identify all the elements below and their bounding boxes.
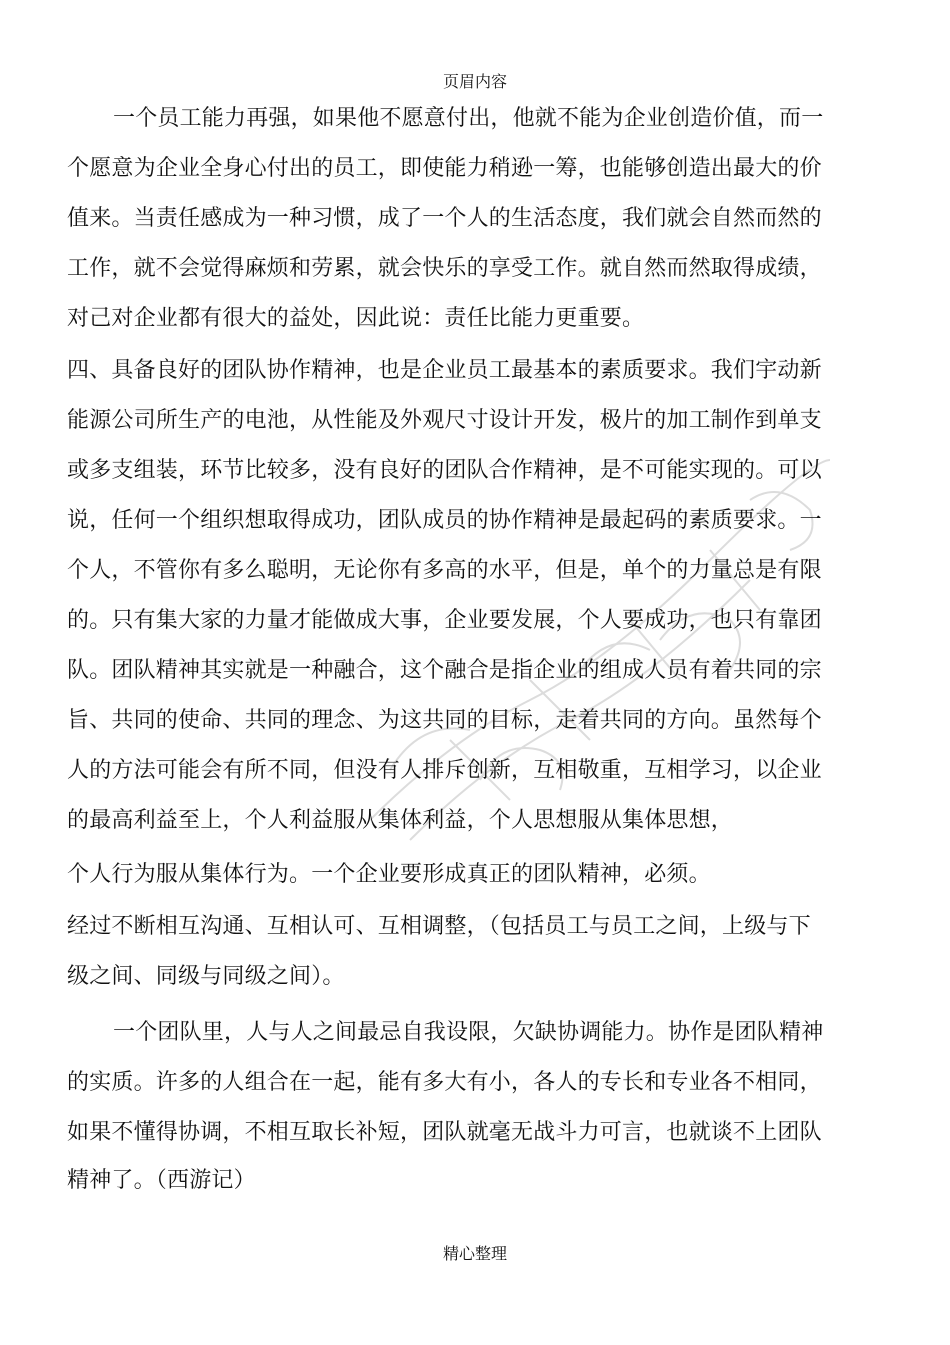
body-line-15: 的最高利益至上，个人利益服从集体利益，个人思想服从集体思想， <box>67 808 734 833</box>
body-line-13: 旨、共同的使命、共同的理念、为这共同的目标，走着共同的方向。虽然每个 <box>67 708 822 733</box>
page-header: 页眉内容 <box>442 72 507 91</box>
body-line-18: 级之间、同级与同级之间）。 <box>67 964 345 989</box>
body-line-4: 工作，就不会觉得麻烦和劳累，就会快乐的享受工作。就自然而然取得成绩， <box>67 256 822 281</box>
body-line-10: 个人，不管你有多么聪明，无论你有多高的水平，但是，单个的力量总是有限 <box>67 558 822 583</box>
body-line-22: 精神了。（西游记） <box>67 1168 256 1193</box>
body-line-3: 值来。当责任感成为一种习惯，成了一个人的生活态度，我们就会自然而然的 <box>67 206 822 231</box>
body-line-6: 四、具备良好的团队协作精神，也是企业员工最基本的素质要求。我们宇动新 <box>67 358 822 383</box>
body-line-17: 经过不断相互沟通、互相认可、互相调整，（包括员工与员工之间，上级与下 <box>67 914 811 939</box>
body-line-8: 或多支组装，环节比较多，没有良好的团队合作精神，是不可能实现的。可以 <box>67 458 822 483</box>
body-line-21: 如果不懂得协调，不相互取长补短，团队就毫无战斗力可言，也就谈不上团队 <box>67 1120 822 1145</box>
body-line-9: 说，任何一个组织想取得成功，团队成员的协作精神是最起码的素质要求。一 <box>67 508 822 533</box>
body-line-12: 队。团队精神其实就是一种融合，这个融合是指企业的组成人员有着共同的宗 <box>67 658 822 683</box>
body-line-16: 个人行为服从集体行为。一个企业要形成真正的团队精神，必须。 <box>67 862 711 887</box>
body-line-19: 一个团队里，人与人之间最忌自我设限，欠缺协调能力。协作是团队精神 <box>113 1020 824 1045</box>
body-line-1: 一个员工能力再强，如果他不愿意付出，他就不能为企业创造价值，而一 <box>113 106 824 131</box>
body-line-7: 能源公司所生产的电池，从性能及外观尺寸设计开发，极片的加工制作到单支 <box>67 408 822 433</box>
body-line-20: 的实质。许多的人组合在一起，能有多大有小，各人的专长和专业各不相同， <box>67 1070 822 1095</box>
watermark-stamp <box>330 440 850 860</box>
body-line-2: 个愿意为企业全身心付出的员工，即使能力稍逊一筹，也能够创造出最大的价 <box>67 156 822 181</box>
page-footer: 精心整理 <box>442 1244 507 1263</box>
body-line-14: 人的方法可能会有所不同，但没有人排斥创新，互相敬重，互相学习，以企业 <box>67 758 822 783</box>
body-line-5: 对己对企业都有很大的益处，因此说：责任比能力更重要。 <box>67 306 645 331</box>
body-line-11: 的。只有集大家的力量才能做成大事，企业要发展，个人要成功，也只有靠团 <box>67 608 822 633</box>
